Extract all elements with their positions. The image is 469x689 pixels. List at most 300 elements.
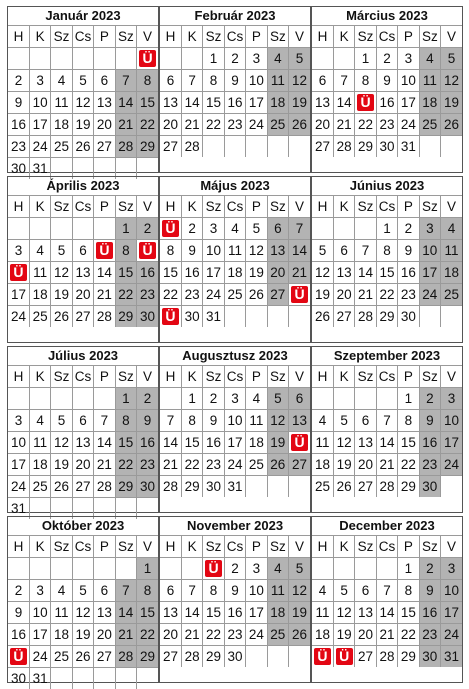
day-cell: 14 <box>355 262 376 284</box>
day-cell: 28 <box>355 306 376 328</box>
weekend-day-cell: 22 <box>137 114 158 136</box>
day-cell: 10 <box>224 410 245 432</box>
day-cell: 22 <box>398 454 419 476</box>
day-cell: 20 <box>312 114 333 136</box>
day-cell: 6 <box>72 240 93 262</box>
day-cell: 18 <box>51 114 72 136</box>
week-row <box>160 388 310 410</box>
holiday-cell <box>203 558 224 580</box>
weekend-day-cell: 12 <box>441 70 462 92</box>
weekend-day-cell: 3 <box>441 388 462 410</box>
day-cell: 8 <box>398 410 419 432</box>
day-cell: 1 <box>398 558 419 580</box>
week-row <box>8 476 158 498</box>
empty-cell <box>29 218 50 240</box>
weekday-header: V <box>441 26 462 48</box>
weekend-day-cell: 21 <box>289 262 310 284</box>
weekday-header: Sz <box>203 26 224 48</box>
holiday-marker: Ü <box>336 648 353 665</box>
weekend-day-cell: 30 <box>419 476 440 498</box>
weekend-day-cell: 1 <box>115 388 136 410</box>
day-cell: 13 <box>72 432 93 454</box>
day-cell: 16 <box>376 92 397 114</box>
weekday-header: Sz <box>355 366 376 388</box>
day-cell: 13 <box>312 92 333 114</box>
week-row <box>160 624 310 646</box>
day-cell: 19 <box>312 284 333 306</box>
weekday-header: K <box>333 536 354 558</box>
day-cell: 22 <box>355 114 376 136</box>
empty-cell <box>115 48 136 70</box>
empty-cell <box>246 476 267 498</box>
week-row <box>160 136 310 158</box>
day-cell: 31 <box>224 476 245 498</box>
day-cell: 22 <box>376 284 397 306</box>
weekend-day-cell: 13 <box>289 410 310 432</box>
empty-cell <box>312 218 333 240</box>
day-cell: 4 <box>312 580 333 602</box>
weekday-header: Sz <box>267 536 288 558</box>
week-row <box>312 558 462 580</box>
day-cell: 8 <box>181 410 202 432</box>
day-cell: 15 <box>376 262 397 284</box>
empty-cell <box>441 306 462 328</box>
weekend-day-cell: 24 <box>441 624 462 646</box>
day-cell: 11 <box>51 602 72 624</box>
week-row <box>312 306 462 328</box>
weekday-header-row <box>8 26 158 48</box>
month-title: November 2023 <box>186 518 284 533</box>
day-cell: 25 <box>29 476 50 498</box>
empty-cell <box>289 646 310 668</box>
weekend-day-cell: 2 <box>419 558 440 580</box>
day-cell: 9 <box>8 92 29 114</box>
month-block <box>159 346 311 513</box>
month-grid <box>312 365 462 497</box>
day-cell: 17 <box>8 284 29 306</box>
weekday-header: P <box>94 26 115 48</box>
weekend-day-cell: 18 <box>419 92 440 114</box>
day-cell: 21 <box>181 624 202 646</box>
day-cell: 23 <box>203 454 224 476</box>
month-grid <box>160 365 310 497</box>
week-row <box>160 602 310 624</box>
day-cell: 6 <box>333 240 354 262</box>
weekday-header: Sz <box>115 366 136 388</box>
day-cell: 22 <box>203 624 224 646</box>
weekend-day-cell: 19 <box>289 92 310 114</box>
day-cell: 21 <box>376 624 397 646</box>
day-cell: 2 <box>224 558 245 580</box>
weekend-day-cell: 26 <box>267 454 288 476</box>
weekday-header: P <box>94 536 115 558</box>
month-block <box>159 6 311 173</box>
weekend-day-cell: 16 <box>137 262 158 284</box>
day-cell: 9 <box>8 602 29 624</box>
day-cell: 7 <box>355 240 376 262</box>
weekend-day-cell: 10 <box>441 410 462 432</box>
empty-cell <box>51 558 72 580</box>
day-cell: 21 <box>160 454 181 476</box>
empty-cell <box>160 558 181 580</box>
day-cell: 27 <box>355 646 376 668</box>
day-cell: 9 <box>181 240 202 262</box>
weekday-header-row <box>8 366 158 388</box>
weekend-day-cell: 16 <box>137 432 158 454</box>
week-row <box>8 92 158 114</box>
weekend-day-cell: 4 <box>267 48 288 70</box>
holiday-marker: Ü <box>291 434 308 451</box>
day-cell: 24 <box>29 136 50 158</box>
holiday-cell <box>137 240 158 262</box>
month-block <box>159 176 311 343</box>
day-cell: 25 <box>246 454 267 476</box>
weekday-header: K <box>29 196 50 218</box>
day-cell: 12 <box>246 240 267 262</box>
weekend-day-cell: 22 <box>137 624 158 646</box>
weekend-day-cell: 27 <box>289 454 310 476</box>
weekday-header-row <box>8 536 158 558</box>
day-cell: 23 <box>398 284 419 306</box>
empty-cell <box>29 48 50 70</box>
day-cell: 19 <box>333 454 354 476</box>
day-cell: 6 <box>312 70 333 92</box>
month-block <box>311 346 463 513</box>
day-cell: 4 <box>312 410 333 432</box>
day-cell: 20 <box>333 284 354 306</box>
weekend-day-cell: 10 <box>419 240 440 262</box>
day-cell: 31 <box>29 158 50 180</box>
day-cell: 5 <box>312 240 333 262</box>
weekend-day-cell: 29 <box>137 646 158 668</box>
empty-cell <box>355 218 376 240</box>
weekday-header: H <box>8 366 29 388</box>
weekday-header: P <box>398 366 419 388</box>
day-cell: 21 <box>376 454 397 476</box>
day-cell: 30 <box>398 306 419 328</box>
weekend-day-cell: 21 <box>115 624 136 646</box>
day-cell: 26 <box>72 646 93 668</box>
weekday-header: Cs <box>72 196 93 218</box>
day-cell: 23 <box>376 114 397 136</box>
week-row <box>160 410 310 432</box>
weekday-header: Sz <box>267 26 288 48</box>
weekday-header-row <box>8 196 158 218</box>
weekend-day-cell: 26 <box>289 114 310 136</box>
day-cell: 31 <box>203 306 224 328</box>
day-cell: 25 <box>312 476 333 498</box>
week-row <box>312 388 462 410</box>
day-cell: 20 <box>355 454 376 476</box>
weekend-day-cell: 16 <box>419 602 440 624</box>
weekend-day-cell: 12 <box>289 580 310 602</box>
day-cell: 12 <box>51 262 72 284</box>
day-cell: 8 <box>376 240 397 262</box>
weekday-header: V <box>441 366 462 388</box>
weekday-header: P <box>398 196 419 218</box>
day-cell: 3 <box>246 558 267 580</box>
weekday-header: K <box>181 366 202 388</box>
month-grid <box>8 365 158 519</box>
day-cell: 13 <box>355 602 376 624</box>
weekday-header: Sz <box>355 196 376 218</box>
empty-cell <box>312 388 333 410</box>
weekend-day-cell: 18 <box>267 92 288 114</box>
day-cell: 11 <box>29 262 50 284</box>
day-cell: 2 <box>376 48 397 70</box>
day-cell: 18 <box>29 284 50 306</box>
weekend-day-cell: 11 <box>441 240 462 262</box>
day-cell: 3 <box>29 70 50 92</box>
month-grid <box>312 195 462 327</box>
weekday-header: V <box>289 196 310 218</box>
week-row <box>160 70 310 92</box>
weekend-day-cell: 25 <box>267 624 288 646</box>
empty-cell <box>333 558 354 580</box>
weekday-header-row <box>160 26 310 48</box>
day-cell: 9 <box>203 410 224 432</box>
day-cell: 11 <box>29 432 50 454</box>
day-cell: 18 <box>312 624 333 646</box>
day-cell: 19 <box>51 454 72 476</box>
weekend-day-cell: 24 <box>419 284 440 306</box>
weekend-day-cell: 17 <box>441 432 462 454</box>
empty-cell <box>376 558 397 580</box>
day-cell: 27 <box>355 476 376 498</box>
weekend-day-cell: 1 <box>137 558 158 580</box>
weekend-day-cell: 13 <box>267 240 288 262</box>
day-cell: 8 <box>203 70 224 92</box>
weekday-header: Sz <box>115 196 136 218</box>
empty-cell <box>441 136 462 158</box>
day-cell: 12 <box>333 602 354 624</box>
month-title: Április 2023 <box>46 178 120 193</box>
month-block <box>7 516 159 686</box>
day-cell: 15 <box>181 432 202 454</box>
empty-cell <box>8 558 29 580</box>
week-row <box>312 454 462 476</box>
weekday-header: Sz <box>419 196 440 218</box>
weekday-header: Cs <box>376 196 397 218</box>
empty-cell <box>355 558 376 580</box>
day-cell: 11 <box>51 92 72 114</box>
weekday-header: K <box>181 196 202 218</box>
day-cell: 2 <box>398 218 419 240</box>
empty-cell <box>8 388 29 410</box>
day-cell: 10 <box>29 92 50 114</box>
day-cell: 16 <box>8 114 29 136</box>
day-cell: 27 <box>160 646 181 668</box>
week-row <box>8 454 158 476</box>
week-row <box>160 48 310 70</box>
day-cell: 2 <box>224 48 245 70</box>
weekday-header-row <box>312 26 462 48</box>
empty-cell <box>72 668 93 689</box>
weekend-day-cell: 11 <box>267 580 288 602</box>
day-cell: 7 <box>333 70 354 92</box>
empty-cell <box>72 388 93 410</box>
weekday-header: K <box>29 536 50 558</box>
empty-cell <box>72 558 93 580</box>
day-cell: 22 <box>181 454 202 476</box>
weekend-day-cell: 31 <box>441 646 462 668</box>
weekday-header: P <box>398 536 419 558</box>
day-cell: 16 <box>8 624 29 646</box>
day-cell: 20 <box>160 114 181 136</box>
holiday-cell <box>8 262 29 284</box>
month-grid <box>8 535 158 689</box>
day-cell: 14 <box>181 92 202 114</box>
weekday-header: Sz <box>51 366 72 388</box>
day-cell: 16 <box>203 432 224 454</box>
holiday-marker: Ü <box>291 286 308 303</box>
weekday-header: P <box>246 26 267 48</box>
day-cell: 4 <box>29 240 50 262</box>
weekday-header: Cs <box>376 366 397 388</box>
empty-cell <box>289 476 310 498</box>
weekday-header: P <box>246 196 267 218</box>
holiday-cell <box>333 646 354 668</box>
week-row <box>8 388 158 410</box>
weekday-header: Sz <box>115 536 136 558</box>
week-row <box>160 476 310 498</box>
day-cell: 23 <box>181 284 202 306</box>
day-cell: 15 <box>160 262 181 284</box>
weekend-day-cell: 2 <box>137 218 158 240</box>
day-cell: 24 <box>29 646 50 668</box>
weekday-header: H <box>160 536 181 558</box>
week-row <box>160 558 310 580</box>
weekend-day-cell: 8 <box>115 410 136 432</box>
holiday-cell <box>289 284 310 306</box>
day-cell: 1 <box>398 388 419 410</box>
weekend-day-cell: 17 <box>441 602 462 624</box>
day-cell: 11 <box>224 240 245 262</box>
empty-cell <box>376 388 397 410</box>
week-row <box>8 558 158 580</box>
month-title: Január 2023 <box>45 8 121 23</box>
day-cell: 6 <box>72 410 93 432</box>
day-cell: 17 <box>8 454 29 476</box>
weekday-header-row <box>160 536 310 558</box>
week-row <box>8 218 158 240</box>
day-cell: 13 <box>160 602 181 624</box>
day-cell: 5 <box>333 580 354 602</box>
day-cell: 14 <box>181 602 202 624</box>
holiday-cell <box>137 48 158 70</box>
day-cell: 17 <box>29 114 50 136</box>
weekday-header: K <box>333 196 354 218</box>
month-block <box>7 6 159 176</box>
weekday-header: Sz <box>51 536 72 558</box>
day-cell: 24 <box>8 306 29 328</box>
day-cell: 17 <box>29 624 50 646</box>
empty-cell <box>419 136 440 158</box>
week-row <box>312 580 462 602</box>
week-row <box>160 306 310 328</box>
weekday-header: P <box>246 366 267 388</box>
day-cell: 19 <box>72 624 93 646</box>
weekend-day-cell: 8 <box>115 240 136 262</box>
week-row <box>8 432 158 454</box>
empty-cell <box>94 388 115 410</box>
day-cell: 1 <box>355 48 376 70</box>
day-cell: 23 <box>8 136 29 158</box>
day-cell: 24 <box>398 114 419 136</box>
weekday-header: H <box>312 536 333 558</box>
day-cell: 10 <box>398 70 419 92</box>
day-cell: 7 <box>376 410 397 432</box>
day-cell: 5 <box>72 70 93 92</box>
day-cell: 2 <box>8 580 29 602</box>
day-cell: 18 <box>29 454 50 476</box>
day-cell: 24 <box>246 624 267 646</box>
week-row <box>8 262 158 284</box>
weekday-header: Sz <box>419 536 440 558</box>
month-title: Augusztusz 2023 <box>182 348 288 363</box>
holiday-marker: Ü <box>314 648 331 665</box>
day-cell: 28 <box>94 476 115 498</box>
week-row <box>312 646 462 668</box>
holiday-cell <box>94 240 115 262</box>
holiday-marker: Ü <box>139 242 156 259</box>
day-cell: 27 <box>94 646 115 668</box>
day-cell: 14 <box>333 92 354 114</box>
empty-cell <box>224 306 245 328</box>
month-block <box>159 516 311 683</box>
holiday-marker: Ü <box>10 648 27 665</box>
day-cell: 12 <box>333 432 354 454</box>
day-cell: 21 <box>94 284 115 306</box>
weekend-day-cell: 30 <box>419 646 440 668</box>
weekday-header: K <box>333 26 354 48</box>
holiday-marker: Ü <box>96 242 113 259</box>
weekday-header: H <box>160 26 181 48</box>
week-row <box>160 454 310 476</box>
weekend-day-cell: 14 <box>115 92 136 114</box>
holiday-cell <box>160 306 181 328</box>
day-cell: 7 <box>160 410 181 432</box>
weekend-day-cell: 6 <box>267 218 288 240</box>
day-cell: 21 <box>181 114 202 136</box>
weekend-day-cell: 14 <box>289 240 310 262</box>
day-cell: 27 <box>312 136 333 158</box>
weekday-header: V <box>289 536 310 558</box>
day-cell: 6 <box>355 580 376 602</box>
day-cell: 5 <box>51 410 72 432</box>
day-cell: 3 <box>398 48 419 70</box>
weekend-day-cell: 23 <box>419 454 440 476</box>
weekday-header: H <box>160 196 181 218</box>
day-cell: 13 <box>333 262 354 284</box>
holiday-cell <box>355 92 376 114</box>
day-cell: 14 <box>376 432 397 454</box>
week-row <box>8 624 158 646</box>
week-row <box>312 602 462 624</box>
weekday-header: H <box>8 26 29 48</box>
weekday-header: Sz <box>419 26 440 48</box>
weekend-day-cell: 25 <box>419 114 440 136</box>
weekday-header: V <box>137 536 158 558</box>
month-title: Május 2023 <box>200 178 270 193</box>
weekday-header: Sz <box>355 26 376 48</box>
weekend-day-cell: 18 <box>441 262 462 284</box>
day-cell: 21 <box>355 284 376 306</box>
day-cell: 30 <box>376 136 397 158</box>
weekday-header: Cs <box>224 366 245 388</box>
weekday-header: V <box>289 366 310 388</box>
week-row <box>160 432 310 454</box>
